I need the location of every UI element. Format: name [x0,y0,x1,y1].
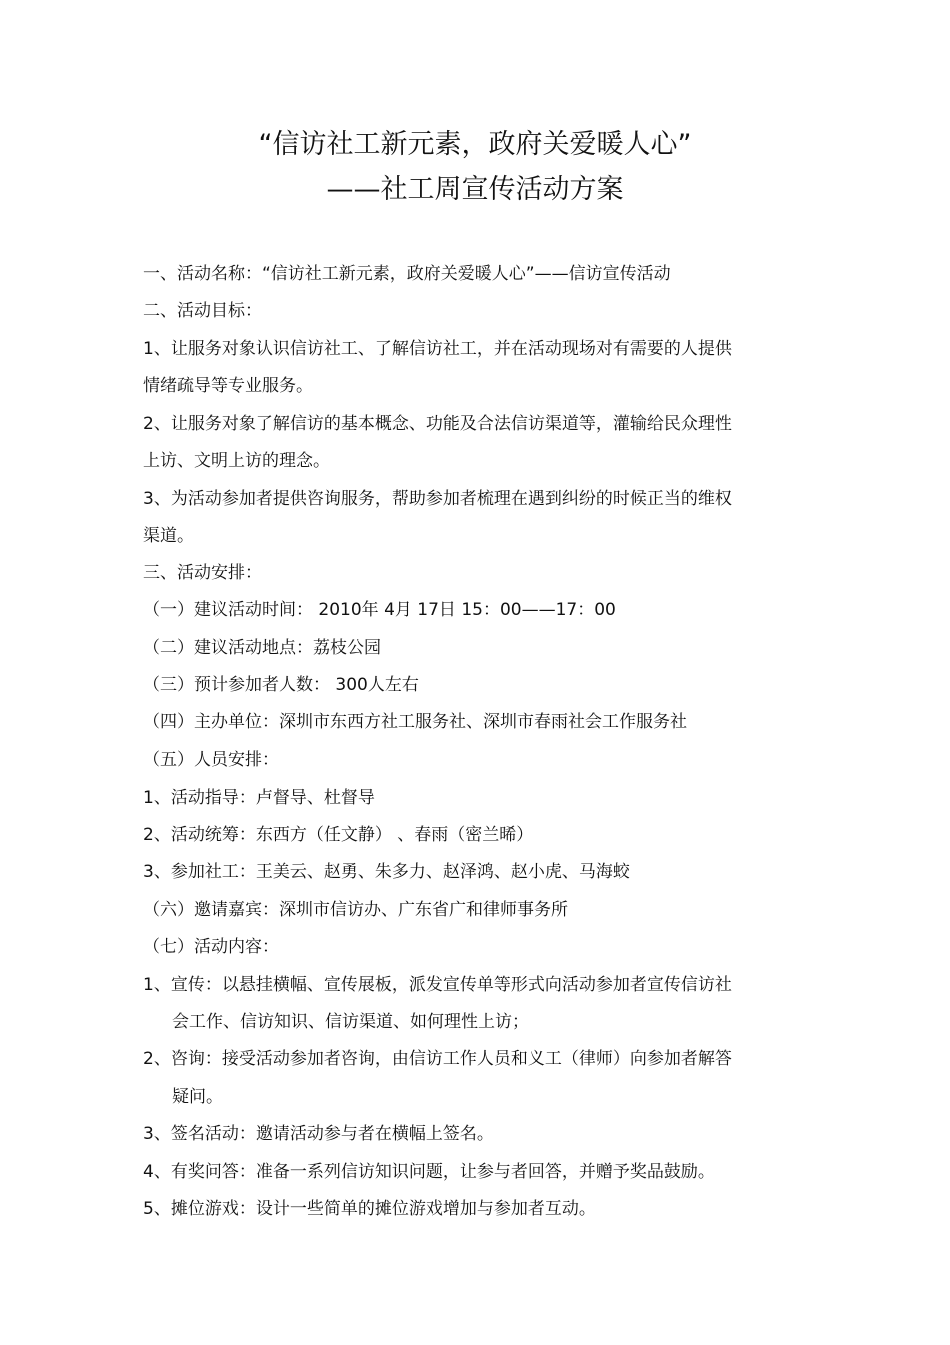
goal-1-line2: 情绪疏导等专业服务。 [143,376,313,396]
item-activity-location: （二）建议活动地点：荔枝公园 [143,638,381,658]
goal-2-line2: 上访、文明上访的理念。 [143,451,330,471]
staff-guidance: 1、活动指导：卢督导、杜督导 [143,788,375,808]
goal-2-line1: 2、让服务对象了解信访的基本概念、功能及合法信访渠道等，灌输给民众理性 [143,414,732,434]
content-2-line1: 2、咨询：接受活动参加者咨询，由信访工作人员和义工（律师）向参加者解答 [143,1049,732,1069]
staff-coordination: 2、活动统筹：东西方（任文静） 、春雨（密兰晞） [143,825,534,845]
section-activity-name: 一、活动名称：“信访社工新元素，政府关爱暖人心”——信访宣传活动 [143,264,671,284]
staff-social-workers: 3、参加社工：王美云、赵勇、朱多力、赵泽鸿、赵小虎、马海蛟 [143,862,630,882]
goal-3-line2: 渠道。 [143,526,194,546]
item-activity-time: （一）建议活动时间： 2010年 4月 17日 15：00——17：00 [143,600,616,620]
content-5: 5、摊位游戏：设计一些简单的摊位游戏增加与参加者互动。 [143,1199,596,1219]
item-organizers: （四）主办单位：深圳市东西方社工服务社、深圳市春雨社会工作服务社 [143,712,687,732]
content-1-line1: 1、宣传：以悬挂横幅、宣传展板，派发宣传单等形式向活动参加者宣传信访社 [143,975,732,995]
document-title-line1: “信访社工新元素，政府关爱暖人心” [258,129,692,160]
goal-3-line1: 3、为活动参加者提供咨询服务，帮助参加者梳理在遇到纠纷的时候正当的维权 [143,489,732,509]
content-4: 4、有奖问答：准备一系列信访知识问题，让参与者回答，并赠予奖品鼓励。 [143,1162,715,1182]
content-1-line2: 会工作、信访知识、信访渠道、如何理性上访； [172,1012,529,1032]
item-invited-guests: （六）邀请嘉宾：深圳市信访办、广东省广和律师事务所 [143,900,568,920]
item-staffing: （五）人员安排： [143,750,279,770]
item-activity-content: （七）活动内容： [143,937,279,957]
item-participant-count: （三）预计参加者人数： 300人左右 [143,675,419,695]
section-activity-arrangement: 三、活动安排： [143,563,262,583]
content-2-line2: 疑问。 [172,1087,223,1107]
content-3: 3、签名活动：邀请活动参与者在横幅上签名。 [143,1124,494,1144]
section-activity-goals: 二、活动目标： [143,301,262,321]
document-title-line2: ——社工周宣传活动方案 [326,174,624,205]
goal-1-line1: 1、让服务对象认识信访社工、了解信访社工，并在活动现场对有需要的人提供 [143,339,732,359]
